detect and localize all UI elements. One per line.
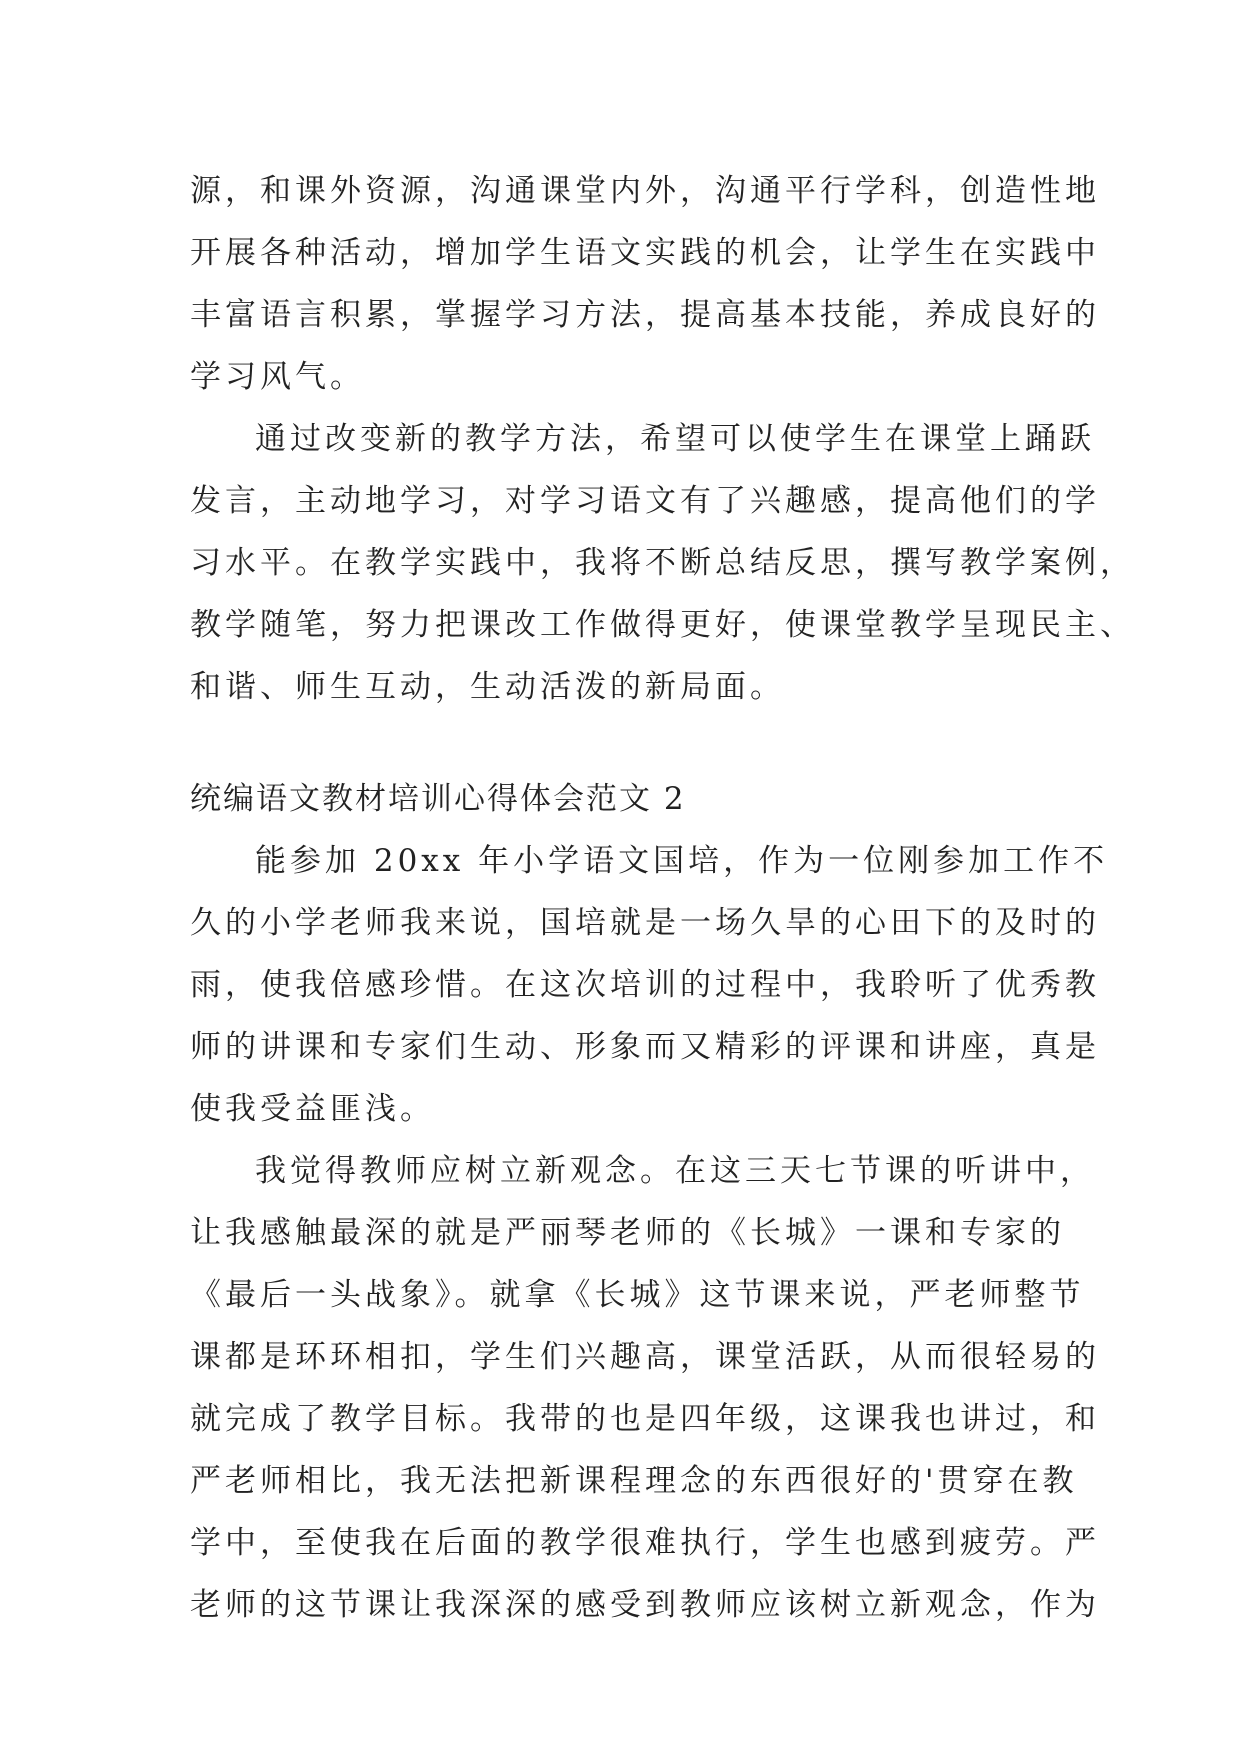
text-line: 源，和课外资源，沟通课堂内外，沟通平行学科，创造性地	[190, 173, 1100, 209]
text-line: 师的讲课和专家们生动、形象而又精彩的评课和讲座，真是	[190, 1029, 1100, 1065]
text-line: 习水平。在教学实践中，我将不断总结反思，撰写教学案例，	[190, 545, 1135, 581]
paragraph-new-concept	[190, 1140, 1100, 1636]
text-line: 严老师相比，我无法把新课程理念的东西很好的'贯穿在教	[190, 1463, 1078, 1499]
text-line: 我觉得教师应树立新观念。在这三天七节课的听讲中，	[255, 1153, 1095, 1189]
text-line: 学中，至使我在后面的教学很难执行，学生也感到疲劳。严	[190, 1525, 1100, 1561]
text-line: 就完成了教学目标。我带的也是四年级，这课我也讲过，和	[190, 1401, 1100, 1437]
paragraph-continuation	[190, 160, 1100, 408]
text-line: 通过改变新的教学方法，希望可以使学生在课堂上踊跃	[255, 421, 1095, 457]
section-heading: 统编语文教材培训心得体会范文 2	[190, 781, 686, 817]
text-line: 教学随笔，努力把课改工作做得更好，使课堂教学呈现民主、	[190, 607, 1135, 643]
text-line: 让我感触最深的就是严丽琴老师的《长城》一课和专家的	[190, 1215, 1065, 1251]
text-line: 能参加 20xx 年小学语文国培，作为一位刚参加工作不	[255, 843, 1109, 879]
text-line: 课都是环环相扣，学生们兴趣高，课堂活跃，从而很轻易的	[190, 1339, 1100, 1375]
text-line: 发言，主动地学习，对学习语文有了兴趣感，提高他们的学	[190, 483, 1100, 519]
text-line: 学习风气。	[190, 359, 365, 395]
text-line: 和谐、师生互动，生动活泼的新局面。	[190, 669, 785, 705]
text-line: 雨，使我倍感珍惜。在这次培训的过程中，我聆听了优秀教	[190, 967, 1100, 1003]
paragraph-teaching-method	[190, 408, 1135, 718]
text-line: 使我受益匪浅。	[190, 1091, 435, 1127]
text-line: 久的小学老师我来说，国培就是一场久旱的心田下的及时的	[190, 905, 1100, 941]
text-line: 开展各种活动，增加学生语文实践的机会，让学生在实践中	[190, 235, 1100, 271]
text-line: 丰富语言积累，掌握学习方法，提高基本技能，养成良好的	[190, 297, 1100, 333]
text-line: 老师的这节课让我深深的感受到教师应该树立新观念，作为	[190, 1587, 1100, 1623]
text-line: 《最后一头战象》。就拿《长城》这节课来说，严老师整节	[190, 1277, 1085, 1313]
paragraph-guopei	[190, 830, 1109, 1140]
section-gap	[190, 718, 1052, 768]
document-body	[190, 160, 1135, 1636]
